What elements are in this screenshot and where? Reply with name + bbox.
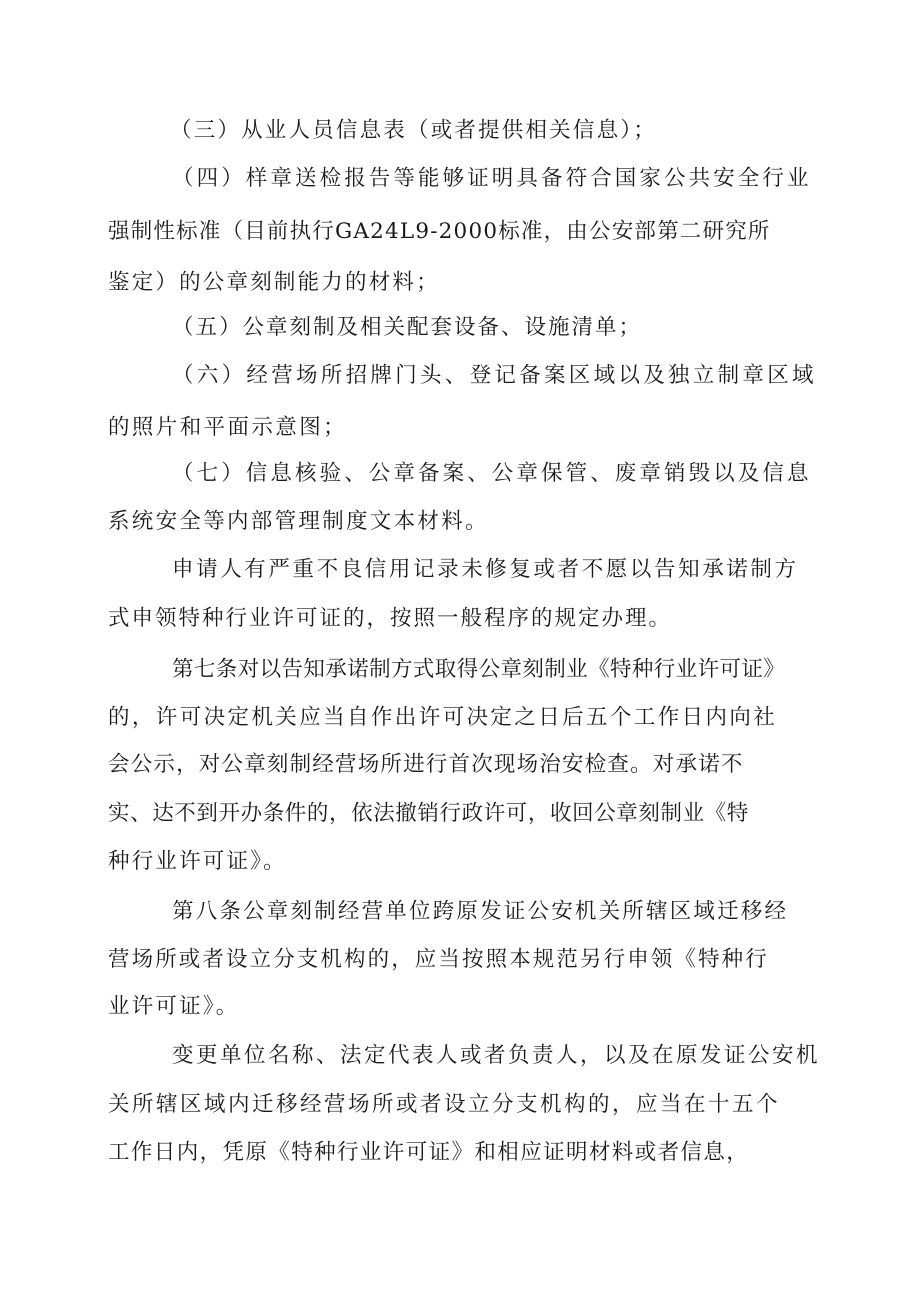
text-line: 鉴定）的公章刻制能力的材料；	[108, 270, 440, 295]
text-line: 强制性标准（目前执行GA24L9-2000标准，由公安部第二研究所	[108, 219, 771, 244]
text-line: 工作日内，凭原《特种行业许可证》和相应证明材料或者信息，	[108, 1140, 750, 1165]
text-line: 的，许可决定机关应当自作出许可决定之日后五个工作日内向社	[108, 705, 778, 730]
text-line: （五）公章刻制及相关配套设备、设施清单；	[172, 315, 643, 340]
text-line: 业许可证》。	[108, 994, 240, 1019]
text-line: （七）信息核验、公章备案、公章保管、废章销毁以及信息	[172, 461, 812, 486]
text-line: 第八条公章刻制经营单位跨原发证公安机关所辖区域迁移经	[172, 899, 789, 924]
text-line: （六）经营场所招牌门头、登记备案区域以及独立制章区域	[172, 363, 817, 388]
text-line: 变更单位名称、法定代表人或者负责人，以及在原发证公安机	[172, 1043, 821, 1068]
text-line: 系统安全等内部管理制度文本材料。	[108, 509, 489, 534]
text-line: 营场所或者设立分支机构的，应当按照本规范另行申领《特种行	[108, 947, 769, 972]
text-line: 会公示，对公章刻制经营场所进行首次现场治安检查。对承诺不	[108, 752, 744, 777]
text-line: 的照片和平面示意图；	[108, 415, 348, 440]
text-line: （四）样章送检报告等能够证明具备符合国家公共安全行业	[172, 166, 812, 191]
text-line: 申请人有严重不良信用记录未修复或者不愿以告知承诺制方	[172, 557, 799, 582]
text-line: 式申领特种行业许可证的，按照一般程序的规定办理。	[108, 606, 673, 631]
text-line: 关所辖区域内迁移经营场所或者设立分支机构的，应当在十五个	[108, 1092, 781, 1117]
text-line: 第七条对以告知承诺制方式取得公章刻制业《特种行业许可证》	[172, 657, 786, 682]
text-line: （三）从业人员信息表（或者提供相关信息）；	[170, 118, 657, 143]
text-line: 实、达不到开办条件的，依法撤销行政许可，收回公章刻制业《特	[108, 801, 749, 826]
text-line: 种行业许可证》。	[108, 849, 287, 874]
